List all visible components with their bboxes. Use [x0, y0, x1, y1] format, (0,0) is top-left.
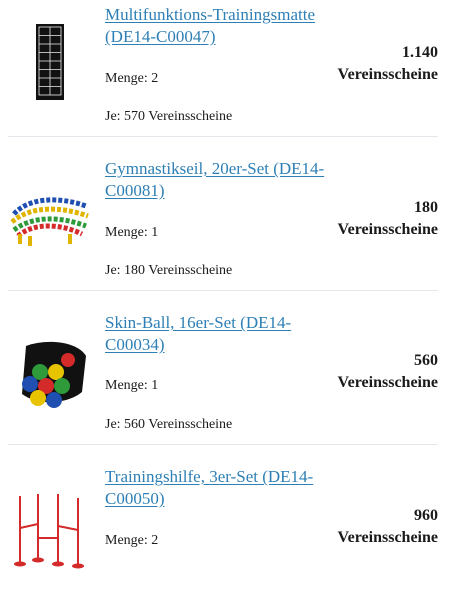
- balls-in-net-bag-icon: [8, 332, 92, 416]
- unit-price-text: Je: 560 Vereinsscheine: [105, 417, 233, 432]
- price-unit: Vereinsscheine: [337, 221, 438, 238]
- price-amount: 180: [414, 199, 438, 216]
- quantity-text: Menge: 1: [105, 378, 159, 393]
- price-amount: 560: [414, 352, 438, 369]
- price-amount: 960: [414, 507, 438, 524]
- price-unit: Vereinsscheine: [337, 374, 438, 391]
- line-total: [278, 197, 438, 241]
- item-divider: [8, 136, 438, 137]
- quantity-text: Menge: 1: [105, 225, 159, 240]
- quantity-text: Menge: 2: [105, 533, 159, 548]
- line-total: [278, 42, 438, 86]
- product-title-link[interactable]: Trainingshilfe, 3er-Set (DE14-C00050): [105, 467, 314, 508]
- unit-price-text: Je: 180 Vereinsscheine: [105, 263, 233, 278]
- cart-item: [0, 300, 461, 454]
- cart-item: [0, 146, 461, 300]
- product-image[interactable]: [8, 176, 92, 260]
- product-title-link[interactable]: Skin-Ball, 16er-Set (DE14-C00034): [105, 313, 292, 354]
- product-image[interactable]: [8, 488, 92, 572]
- line-total: [278, 505, 438, 549]
- item-divider: [8, 444, 438, 445]
- cart-item: [0, 454, 461, 608]
- price-unit: Vereinsscheine: [337, 529, 438, 546]
- product-image[interactable]: [8, 332, 92, 416]
- product-title-link[interactable]: Gymnastikseil, 20er-Set (DE14-C00081): [105, 159, 325, 200]
- price-amount: 1.140: [402, 44, 438, 61]
- line-total: [278, 350, 438, 394]
- price-unit: Vereinsscheine: [337, 66, 438, 83]
- hurdle-poles-icon: [8, 488, 92, 572]
- unit-price-text: Je: 570 Vereinsscheine: [105, 109, 233, 124]
- product-image[interactable]: [8, 20, 92, 104]
- training-mat-icon: [8, 20, 92, 104]
- item-divider: [8, 290, 438, 291]
- quantity-text: Menge: 2: [105, 71, 159, 86]
- cart-item: [0, 0, 461, 146]
- jump-ropes-icon: [8, 176, 92, 260]
- product-title-link[interactable]: Multifunktions-Trainingsmatte (DE14-C00047): [105, 5, 315, 46]
